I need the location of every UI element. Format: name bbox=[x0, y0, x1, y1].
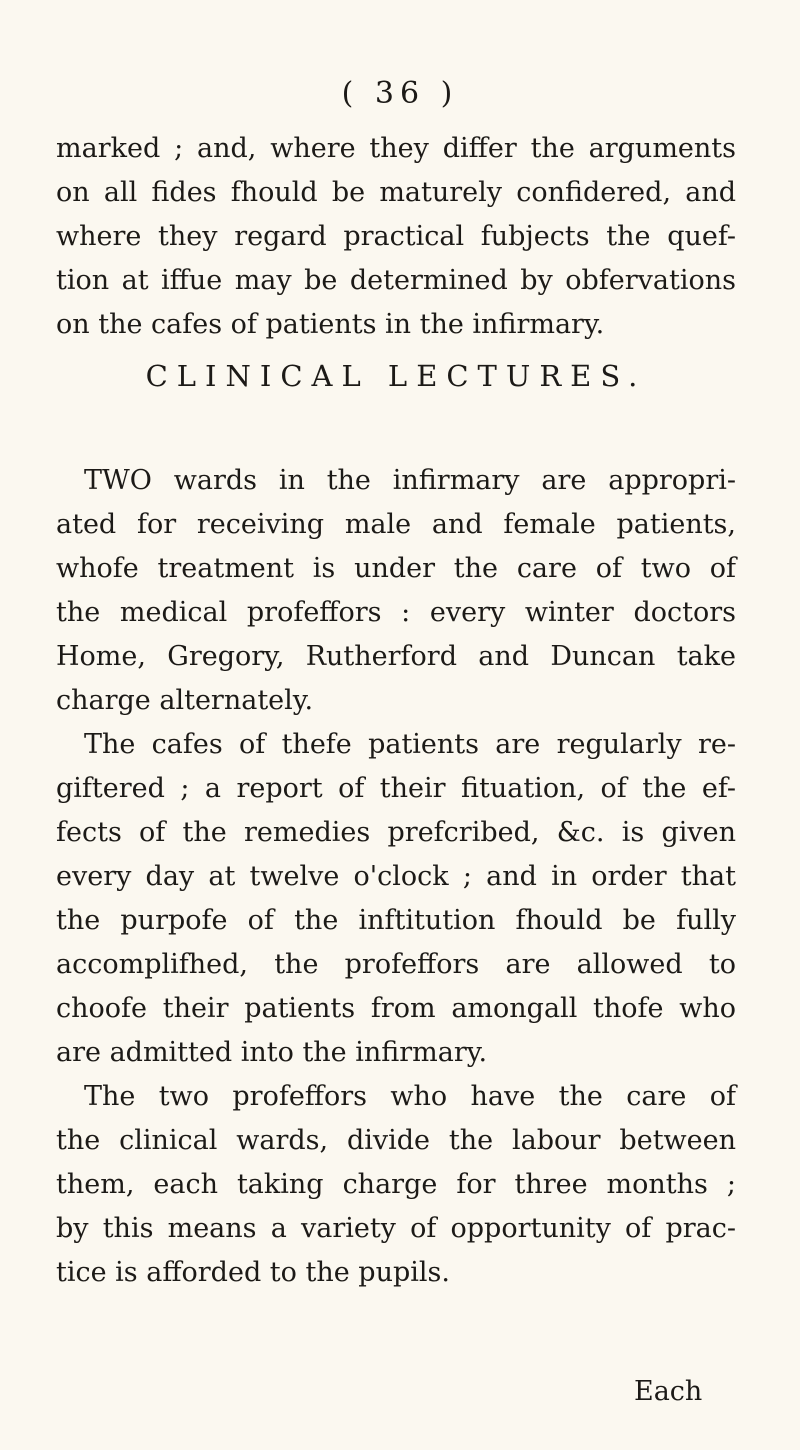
text-line: accomplifhed, the profeffors are allowed to bbox=[56, 949, 736, 980]
text-line: giftered ; a report of their fituation, of the ef- bbox=[56, 773, 736, 804]
text-line: The two profeffors who have the care of bbox=[84, 1081, 736, 1112]
text-line: choofe their patients from amongall thofe who bbox=[56, 993, 736, 1024]
text-line: on all fides fhould be maturely confidered, and bbox=[56, 177, 736, 208]
text-line: ated for receiving male and female patients, bbox=[56, 509, 736, 540]
paragraph-4 bbox=[56, 1075, 736, 1295]
text-line: fects of the remedies prefcribed, &c. is given bbox=[56, 817, 736, 848]
page-number: ( 36 ) bbox=[341, 76, 459, 111]
text-line: are admitted into the infirmary. bbox=[56, 1037, 488, 1068]
text-line: tion at iffue may be determined by obfervations bbox=[56, 265, 736, 296]
text-line: The cafes of thefe patients are regularly re- bbox=[84, 729, 736, 760]
text-line: whofe treatment is under the care of two of bbox=[56, 553, 736, 584]
text-line: on the cafes of patients in the infirmary. bbox=[56, 309, 605, 340]
paragraph-2 bbox=[56, 459, 736, 723]
text-line: by this means a variety of opportunity of prac- bbox=[56, 1213, 736, 1244]
text-line: the purpofe of the inftitution fhould be fully bbox=[56, 905, 736, 936]
text-line: charge alternately. bbox=[56, 685, 314, 716]
paragraph-1 bbox=[56, 127, 736, 347]
catchword: Each bbox=[634, 1376, 703, 1407]
section-heading: CLINICAL LECTURES. bbox=[145, 359, 647, 393]
text-line: the clinical wards, divide the labour between bbox=[56, 1125, 736, 1156]
text-line: every day at twelve o'clock ; and in order that bbox=[56, 861, 736, 892]
text-line: the medical profeffors : every winter doctors bbox=[56, 597, 736, 628]
text-line: where they regard practical fubjects the quef- bbox=[56, 221, 736, 252]
text-line: tice is afforded to the pupils. bbox=[56, 1257, 450, 1288]
text-line: them, each taking charge for three months ; bbox=[56, 1169, 736, 1200]
text-line: TWO wards in the infirmary are appropri- bbox=[84, 465, 736, 496]
text-line: Home, Gregory, Rutherford and Duncan take bbox=[56, 641, 736, 672]
paragraph-3 bbox=[56, 723, 736, 1075]
text-line: marked ; and, where they differ the arguments bbox=[56, 133, 736, 164]
section-body bbox=[56, 459, 736, 1295]
